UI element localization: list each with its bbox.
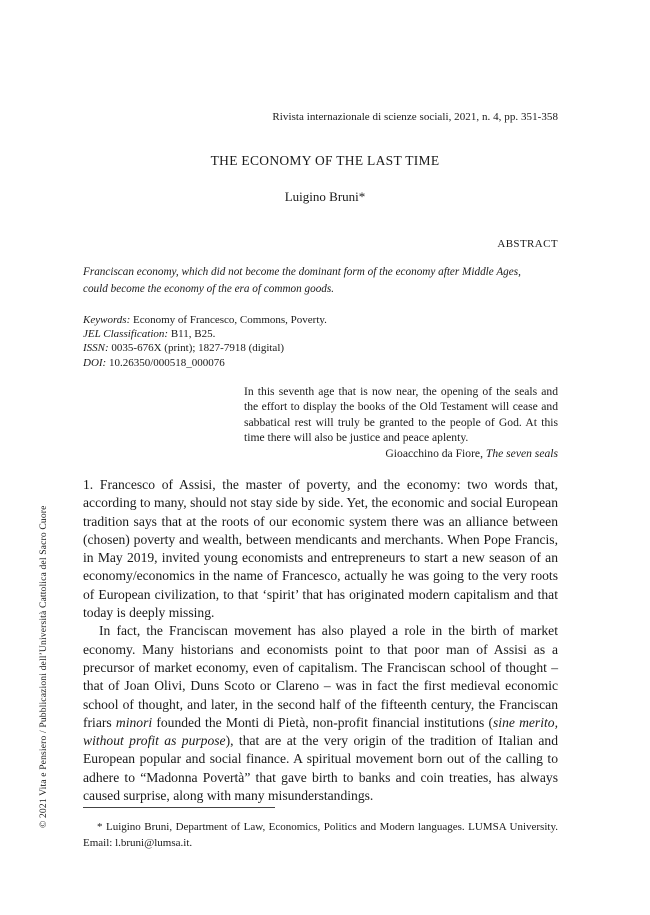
issn-value: 0035-676X (print); 1827-7918 (digital): [111, 342, 285, 355]
journal-header: Rivista internazionale di scienze sociali, 2021, n. 4, pp. 351-358: [272, 111, 558, 123]
side-copyright: © 2021 Vita e Pensiero / Pubblicazioni dell’Università Cattolica del Sacro Cuore: [38, 505, 49, 828]
epigraph-attribution: [244, 446, 558, 461]
body-text: [83, 476, 558, 805]
epigraph-author: Gioacchino da Fiore,: [385, 446, 486, 460]
term-minori: minori: [115, 714, 153, 730]
issn-row: [83, 341, 558, 355]
article-title: THE ECONOMY OF THE LAST TIME: [210, 153, 440, 168]
paragraph-2-part-a: In fact, the Franciscan movement has also played a role in the birth of market economy. Many historians and economists point to that poor man of Assisi as a precursor of market economy, even of capitalism. The Franciscan school of thought – that of Joan Olivi, Duns Scoto or Clareno – was in fact the first medieval economic school of thought, and later, in the second half of the fifteenth century, the Franciscan friars: [83, 623, 558, 730]
doi-value: 10.26350/000518_000076: [108, 356, 225, 369]
article-metadata: [83, 313, 558, 370]
paragraph-2: [83, 622, 558, 805]
keywords-label: Keywords:: [83, 314, 131, 326]
keywords-row: [83, 313, 558, 327]
abstract-heading: ABSTRACT: [497, 238, 558, 250]
issn-label: ISSN:: [83, 342, 109, 355]
paragraph-1: 1. Francesco of Assisi, the master of poverty, and the economy: two words that, according to many, should not stay side by side. Yet, the economic and social European tradition says that at the roots of our economic system there was an alliance between (chosen) poverty and wealth, between mendicants and merchants. When Pope Francis, in May 2019, invited young economists and entrepreneurs to start a new season of an economy/economics in the name of Francesco, actually he was going to the very roots of European civilization, to that ‘spirit’ that has originated modern capitalism and that today is deeply missing.: [83, 477, 558, 621]
epigraph-work: The seven seals: [485, 446, 558, 460]
epigraph: [244, 384, 558, 461]
term-sine-merito: sine merito, without profit as purpose: [83, 714, 558, 749]
abstract-text: [83, 264, 558, 297]
author-name: Luigino Bruni*: [284, 189, 366, 204]
keywords-value: Economy of Francesco, Commons, Poverty.: [133, 314, 327, 326]
doi-label: DOI:: [83, 356, 107, 369]
paragraph-2-part-c: ), that are at the very origin of the tradition of Italian and European popular and social finance. A spiritual movement born out of the calling to adhere to “Madonna Povertà” that gave birth to banks and coin treaties, has always caused surprise, along with many misunderstandings.: [83, 733, 558, 804]
paragraph-2-part-b: founded the Monti di Pietà, non-profit financial institutions (: [152, 714, 493, 730]
doi-row: [83, 356, 558, 370]
jel-value: B11, B25.: [170, 328, 216, 341]
abstract-line: could become the economy of the era of common goods.: [83, 282, 335, 295]
epigraph-quote: In this seventh age that is now near, the opening of the seals and the effort to display the books of the Old Testament will cease and sabbatical rest will truly be granted to the people of God. At this time there will also be justice and peace aplenty.: [244, 385, 558, 445]
author-footnote: * Luigino Bruni, Department of Law, Economics, Politics and Modern languages. LUMSA University. Email: l.bruni@lumsa.it.: [83, 821, 558, 849]
footnote-separator: [83, 807, 275, 808]
abstract-line: Franciscan economy, which did not become the dominant form of the economy after Middle Ages,: [83, 266, 521, 278]
jel-label: JEL Classification:: [83, 328, 169, 341]
jel-row: [83, 327, 558, 341]
